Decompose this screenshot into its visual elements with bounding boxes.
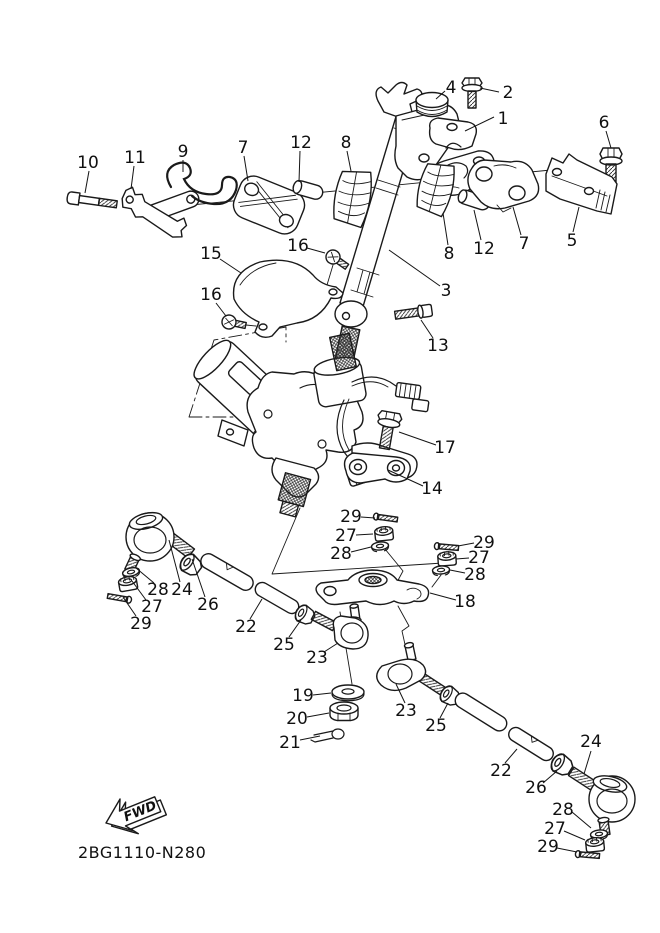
- part-callout-27-22: 27: [335, 526, 357, 546]
- nut-26-left: [177, 551, 205, 579]
- nut-27-right: [585, 837, 604, 853]
- part-callout-26-42: 26: [525, 778, 547, 798]
- part-callout-29-32: 29: [130, 614, 152, 634]
- nut-20: [330, 702, 358, 721]
- part-callout-15-15: 15: [200, 244, 222, 264]
- connector-top: [394, 382, 431, 411]
- leader-line-28-26: [450, 570, 465, 573]
- part-callout-28-26: 28: [464, 565, 486, 585]
- shaft-clamp-ring: [335, 301, 367, 327]
- leader-line-29-46: [557, 848, 577, 852]
- part-callout-16-14: 16: [287, 236, 309, 256]
- part-callout-23-35: 23: [306, 648, 328, 668]
- screw-16-left: [221, 314, 247, 333]
- leader-line-8-11: [443, 213, 448, 245]
- screw-16-top: [323, 247, 351, 272]
- leader-line-18-27: [430, 593, 456, 600]
- part-callout-21-38: 21: [279, 733, 301, 753]
- fwd-label: FWD: [121, 798, 159, 826]
- part-callout-5-10: 5: [566, 231, 578, 251]
- part-callout-25-40: 25: [425, 716, 447, 736]
- part-callout-26-30: 26: [197, 595, 219, 615]
- leader-line-24-43: [584, 751, 591, 774]
- part-callout-2-7: 2: [502, 83, 514, 103]
- part-callout-6-9: 6: [598, 113, 610, 133]
- part-callout-29-21: 29: [340, 507, 362, 527]
- tie-rod-end-23-right: [377, 642, 446, 695]
- leader-line-10-0: [85, 171, 89, 193]
- part-callout-28-28: 28: [147, 580, 169, 600]
- leader-line-12-12: [474, 210, 481, 240]
- part-callout-18-27: 18: [454, 592, 476, 612]
- part-callout-23-39: 23: [395, 701, 417, 721]
- nut-27-left: [118, 575, 138, 592]
- part-callout-29-24: 29: [473, 533, 495, 553]
- leader-line-8-5: [347, 151, 351, 171]
- bolt-2: [462, 78, 482, 108]
- part-callout-1-8: 1: [497, 109, 509, 129]
- leader-line-2-7: [480, 88, 499, 92]
- part-callout-24-29: 24: [171, 580, 193, 600]
- holder-1: [430, 118, 477, 150]
- hardware-mid-left: [371, 513, 398, 552]
- leader-line-17-19: [399, 432, 436, 445]
- tie-rod-end-23-left: [311, 604, 368, 649]
- leader-line-27-22: [356, 534, 373, 535]
- leader-line-20-37: [307, 713, 329, 717]
- part-callout-12-4: 12: [290, 133, 312, 153]
- leader-line-7-13: [513, 207, 521, 235]
- leader-line-29-24: [458, 543, 474, 546]
- tie-rod-end-24-right: [569, 767, 635, 835]
- diagram-code: 2BG1110-N280: [78, 843, 207, 862]
- washer-19: [332, 685, 364, 701]
- leader-line-11-1: [131, 166, 134, 189]
- cotter-pin-29-left: [107, 593, 132, 604]
- bolt-13: [394, 304, 432, 322]
- leader-line-12-4: [299, 151, 300, 182]
- part-callout-7-3: 7: [237, 138, 249, 158]
- bracket-14: [345, 453, 411, 483]
- leader-line-21-38: [300, 736, 320, 740]
- part-callout-4-6: 4: [445, 78, 457, 98]
- leader-line-5-10: [573, 207, 579, 232]
- part-callout-19-36: 19: [292, 686, 314, 706]
- leader-line-15-15: [220, 259, 241, 273]
- part-callout-28-44: 28: [552, 800, 574, 820]
- part-callout-27-31: 27: [141, 597, 163, 617]
- part-callout-22-41: 22: [490, 761, 512, 781]
- part-callout-24-43: 24: [580, 732, 602, 752]
- part-callout-9-2: 9: [177, 142, 189, 162]
- part-callout-8-11: 8: [443, 244, 455, 264]
- leader-line-27-45: [564, 831, 585, 840]
- leader-line-28-23: [351, 547, 371, 552]
- part-callout-27-25: 27: [468, 548, 490, 568]
- cotter-pin-21: [311, 729, 344, 742]
- leader-line-28-44: [572, 812, 591, 828]
- part-callout-25-34: 25: [273, 635, 295, 655]
- part-callout-3-17: 3: [440, 281, 452, 301]
- leader-line-7-3: [244, 156, 248, 181]
- leader-line-27-25: [456, 558, 469, 559]
- tie-rod-right: [452, 690, 555, 763]
- part-callout-13-18: 13: [427, 336, 449, 356]
- bracket-11: [117, 185, 191, 243]
- leader-line-19-36: [313, 693, 331, 695]
- leader-line-3-17: [389, 250, 440, 286]
- part-callout-7-13: 7: [518, 234, 530, 254]
- leader-line-22-33: [250, 599, 262, 619]
- bolt-10: [66, 191, 117, 210]
- fwd-arrow: [100, 785, 169, 843]
- leader-line-6-9: [606, 131, 611, 148]
- cap-4: [416, 93, 448, 117]
- part-callout-27-45: 27: [544, 819, 566, 839]
- part-callout-16-16: 16: [200, 285, 222, 305]
- part-callout-28-23: 28: [330, 544, 352, 564]
- part-callout-29-46: 29: [537, 837, 559, 857]
- part-callout-17-19: 17: [434, 438, 456, 458]
- steering-arm-18: [316, 570, 429, 605]
- part-callout-11-1: 11: [124, 148, 146, 168]
- part-callout-22-33: 22: [235, 617, 257, 637]
- part-callout-14-20: 14: [421, 479, 443, 499]
- part-callout-8-5: 8: [340, 133, 352, 153]
- part-callout-12-12: 12: [473, 239, 495, 259]
- part-callout-20-37: 20: [286, 709, 308, 729]
- leader-line-16-14: [307, 248, 325, 253]
- part-callout-10-0: 10: [77, 153, 99, 173]
